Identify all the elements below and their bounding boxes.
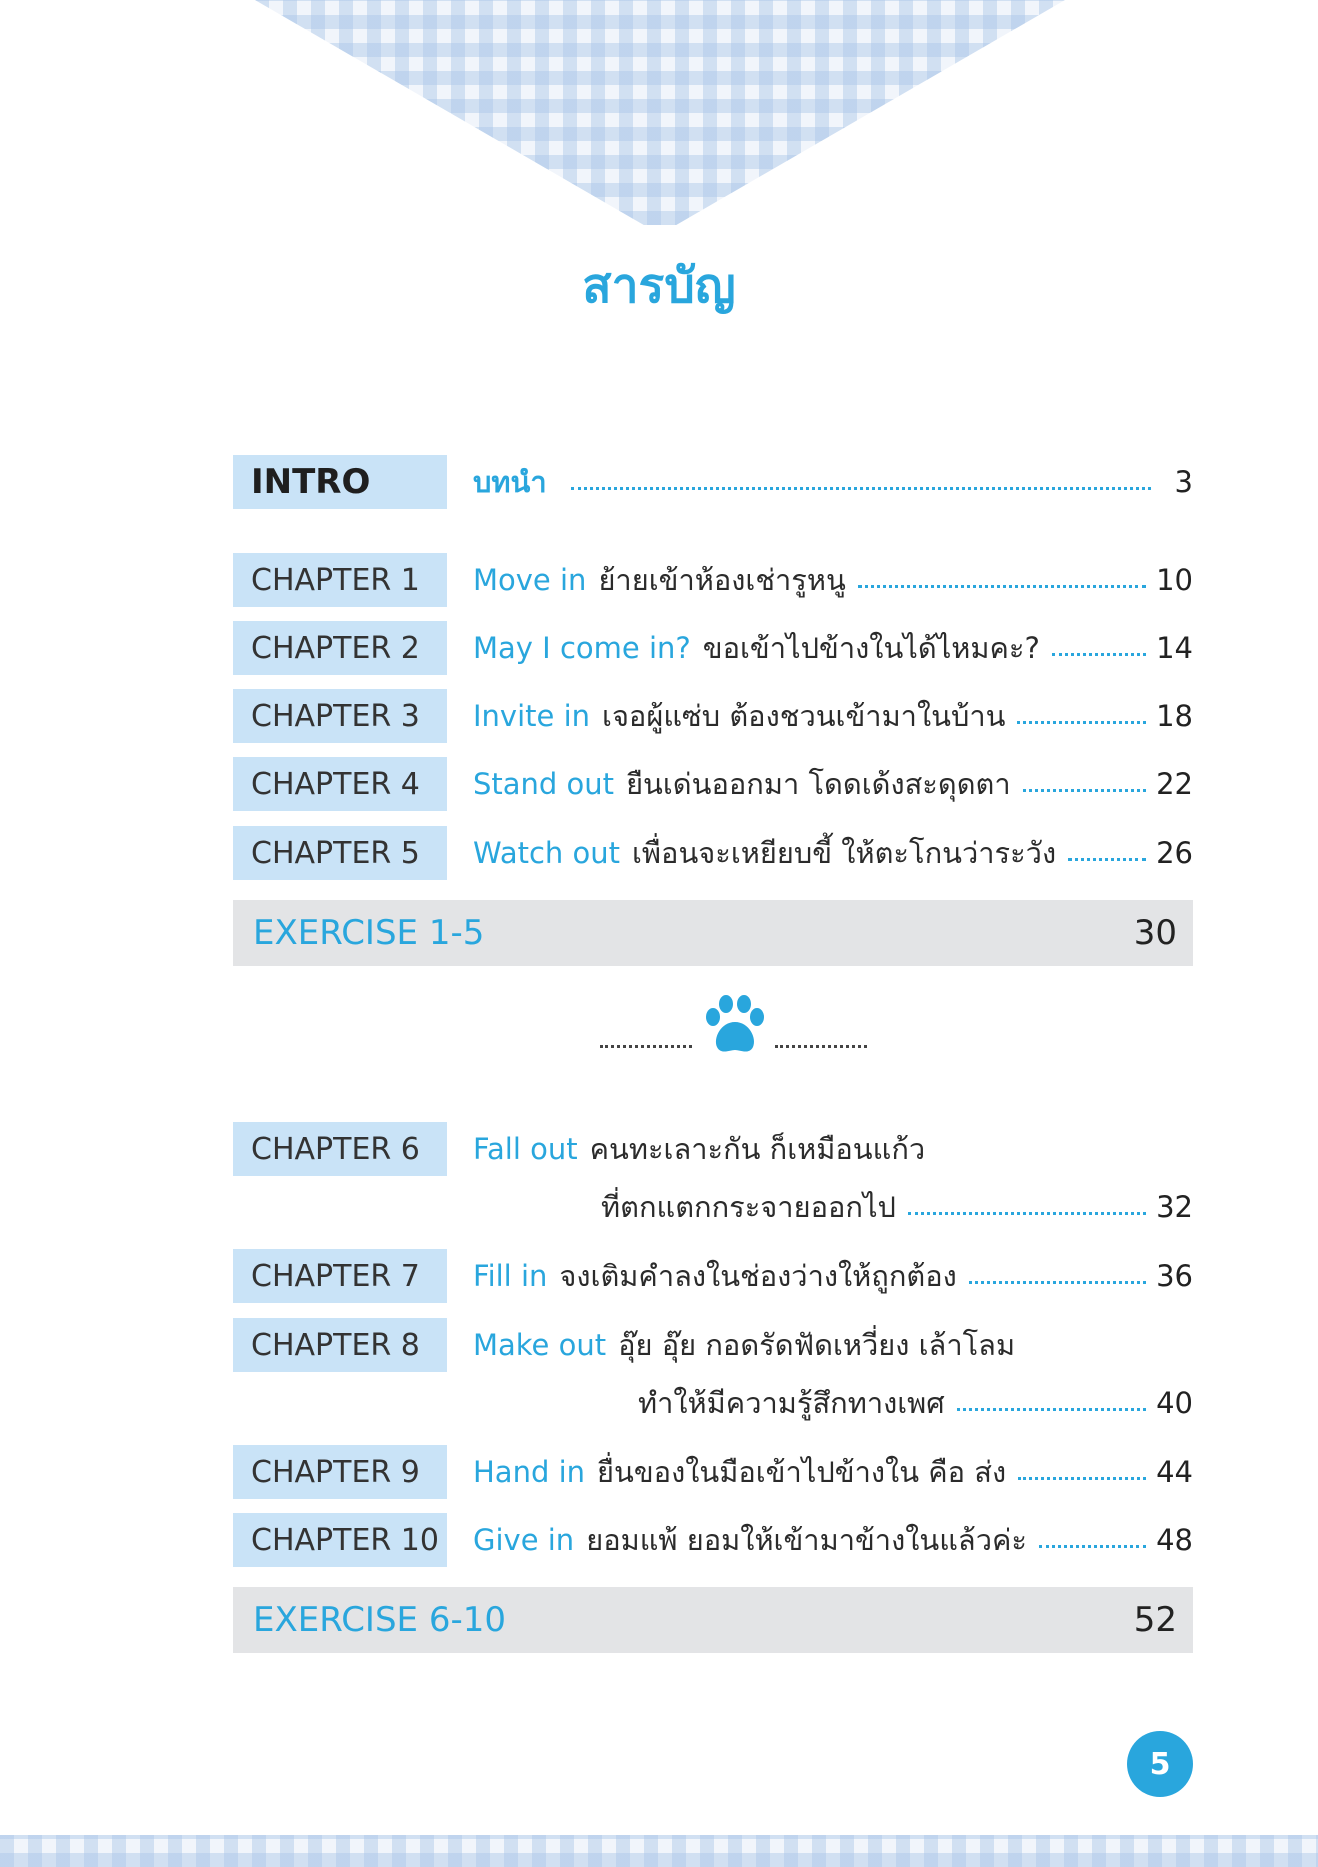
chapter-label: CHAPTER 7 xyxy=(233,1249,447,1303)
dot-leader xyxy=(908,1212,1146,1215)
page-ref: 3 xyxy=(1174,465,1193,499)
page-ref: 36 xyxy=(1156,1259,1193,1293)
exercise-label: EXERCISE 1-5 xyxy=(253,913,485,953)
page-ref: 14 xyxy=(1156,631,1193,665)
dot-leader xyxy=(858,585,1146,588)
toc-row-chapter-5[interactable] xyxy=(233,826,1193,880)
page-ref: 30 xyxy=(1133,913,1177,953)
divider-dots-left xyxy=(600,1045,692,1048)
chapter-title-en: Fall out xyxy=(473,1132,578,1166)
chapter-label: CHAPTER 6 xyxy=(233,1122,447,1176)
toc-row-exercise-6-10[interactable] xyxy=(233,1587,1193,1653)
chapter-title-th: เพื่อนจะเหยียบขี้ ให้ตะโกนว่าระวัง xyxy=(632,836,1057,870)
dot-leader xyxy=(969,1281,1146,1284)
chapter-title-en: Hand in xyxy=(473,1455,586,1489)
chapter-title-en: May I come in? xyxy=(473,631,691,665)
page-ref: 10 xyxy=(1156,563,1193,597)
page-ref: 32 xyxy=(1156,1190,1193,1224)
paw-divider xyxy=(600,995,870,1065)
chapter-title-en: Fill in xyxy=(473,1259,548,1293)
chapter-label: CHAPTER 8 xyxy=(233,1318,447,1372)
intro-label: INTRO xyxy=(233,455,447,509)
dot-leader xyxy=(571,487,1151,490)
chapter-title-th: ยอมแพ้ ยอมให้เข้ามาข้างในแล้วค่ะ xyxy=(586,1523,1027,1557)
toc-row-intro[interactable] xyxy=(233,455,1193,509)
toc-row-chapter-2[interactable] xyxy=(233,621,1193,675)
dot-leader xyxy=(1018,1477,1146,1480)
chapter-title-th: ยื่นของในมือเข้าไปข้างใน คือ ส่ง xyxy=(597,1455,1007,1489)
toc-row-chapter-10[interactable] xyxy=(233,1513,1193,1567)
chapter-title-th: ขอเข้าไปข้างในได้ไหมคะ? xyxy=(702,631,1040,665)
dot-leader xyxy=(1023,789,1146,792)
dot-leader xyxy=(1017,721,1146,724)
chapter-title-th: ยืนเด่นออกมา โดดเด้งสะดุดตา xyxy=(626,767,1011,801)
chapter-label: CHAPTER 4 xyxy=(233,757,447,811)
chapter-title-th-line2: ที่ตกแตกกระจายออกไป xyxy=(601,1190,896,1224)
chapter-title-en: Give in xyxy=(473,1523,575,1557)
toc-row-chapter-9[interactable] xyxy=(233,1445,1193,1499)
page-ref: 48 xyxy=(1156,1523,1193,1557)
chapter-title-th: อุ๊ย อุ๊ย กอดรัดฟัดเหวี่ยง เล้าโลม xyxy=(618,1328,1016,1362)
page-ref: 26 xyxy=(1156,836,1193,870)
chapter-title-th: คนทะเลาะกัน ก็เหมือนแก้ว xyxy=(589,1132,926,1166)
dot-leader xyxy=(1039,1545,1146,1548)
chapter-title-th-line2: ทำให้มีความรู้สึกทางเพศ xyxy=(638,1386,945,1420)
page-ref: 52 xyxy=(1133,1600,1177,1640)
toc-row-chapter-7[interactable] xyxy=(233,1249,1193,1303)
chapter-title-th: เจอผู้แซ่บ ต้องชวนเข้ามาในบ้าน xyxy=(602,699,1006,733)
chapter-label: CHAPTER 9 xyxy=(233,1445,447,1499)
exercise-label: EXERCISE 6-10 xyxy=(253,1600,506,1640)
dot-leader xyxy=(1052,653,1146,656)
chapter-label: CHAPTER 5 xyxy=(233,826,447,880)
page-ref: 40 xyxy=(1156,1386,1193,1420)
page-number-badge: 5 xyxy=(1127,1731,1193,1797)
chapter-title-th: ย้ายเข้าห้องเช่ารูหนู xyxy=(598,563,846,597)
chapter-title-en: Move in xyxy=(473,563,587,597)
paw-icon xyxy=(705,995,765,1057)
toc-row-chapter-1[interactable] xyxy=(233,553,1193,607)
chapter-title-en: Stand out xyxy=(473,767,615,801)
dot-leader xyxy=(957,1408,1146,1411)
dot-leader xyxy=(1068,858,1146,861)
page-title: สารบัญ xyxy=(582,258,736,314)
chapter-label: CHAPTER 10 xyxy=(233,1513,447,1567)
chapter-title-en: Make out xyxy=(473,1328,607,1362)
chapter-title-th: จงเติมคำลงในช่องว่างให้ถูกต้อง xyxy=(559,1259,957,1293)
bottom-gingham-strip xyxy=(0,1835,1318,1867)
toc-row-chapter-6[interactable] xyxy=(233,1122,1193,1224)
toc-row-chapter-8[interactable] xyxy=(233,1318,1193,1420)
toc-row-chapter-4[interactable] xyxy=(233,757,1193,811)
page-ref: 44 xyxy=(1156,1455,1193,1489)
chapter-label: CHAPTER 2 xyxy=(233,621,447,675)
page-ref: 18 xyxy=(1156,699,1193,733)
intro-title: บทนำ xyxy=(473,465,547,499)
chapter-title-en: Invite in xyxy=(473,699,591,733)
chapter-label: CHAPTER 3 xyxy=(233,689,447,743)
toc-row-chapter-3[interactable] xyxy=(233,689,1193,743)
page-ref: 22 xyxy=(1156,767,1193,801)
toc-row-exercise-1-5[interactable] xyxy=(233,900,1193,966)
chapter-title-en: Watch out xyxy=(473,836,620,870)
chapter-label: CHAPTER 1 xyxy=(233,553,447,607)
divider-dots-right xyxy=(775,1045,867,1048)
top-gingham-banner xyxy=(255,0,1065,225)
